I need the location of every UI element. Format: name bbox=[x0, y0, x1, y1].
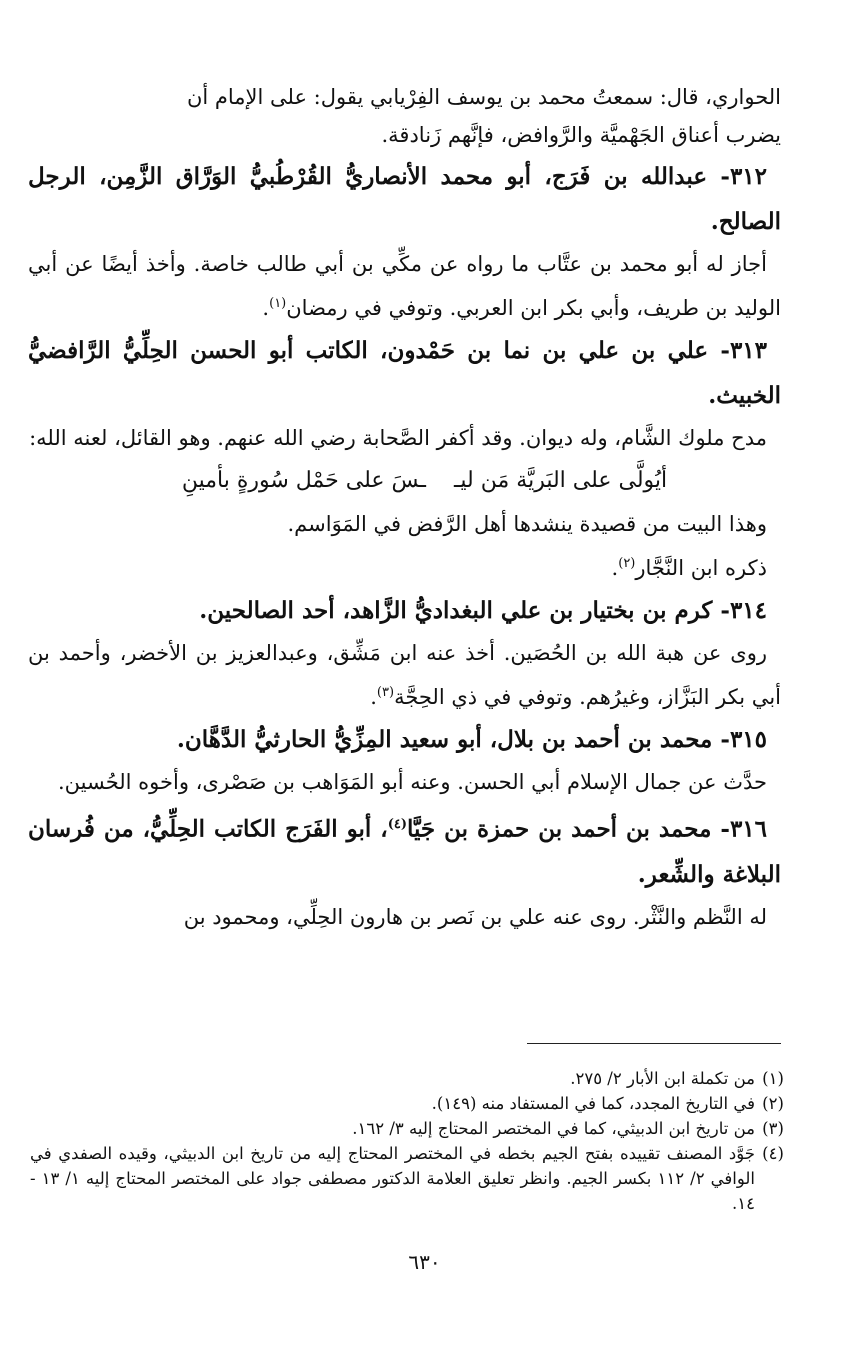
entry-heading: ٣١٤- كرم بن بختيار بن علي البغداديُّ الزَّاهد، أحد الصالحين. bbox=[199, 597, 767, 624]
entry-heading: ٣١٢- عبدالله بن فَرَج، أبو محمد الأنصاريُّ القُرْطُبيُّ الوَرَّاق الزَّمِن، الرجل الصالح. bbox=[28, 163, 781, 235]
footnote-number: (٢) bbox=[762, 1094, 784, 1113]
footnote-text: من تاريخ ابن الدبيثي، كما في المختصر المحتاج إليه ٣/ ١٦٢. bbox=[352, 1119, 755, 1138]
footnote bbox=[30, 1141, 791, 1216]
footnote-ref: (٢) bbox=[618, 556, 636, 571]
entry-heading: ٣١٦- محمد بن أحمد بن حمزة بن جَيَّا$^{(٤)}$، أبو الفَرَج الكاتب الحِلِّيُّ، من فُرسان البلاغة والشِّعر. bbox=[28, 815, 781, 888]
entry-body: حدَّث عن جمال الإسلام أبي الحسن. وعنه أبو المَوَاهب بن صَصْرى، وأخوه الحُسين. bbox=[57, 770, 767, 794]
footnote-number: (٣) bbox=[762, 1119, 784, 1138]
footnote-divider bbox=[527, 1043, 781, 1044]
entry-body: له النَّظم والنَّثْر. روى عنه علي بن نَصر بن هارون الحِلِّي، ومحمود بن bbox=[183, 904, 767, 929]
footnote-text: من تكملة ابن الأبار ٢/ ٢٧٥. bbox=[570, 1069, 755, 1088]
text-line: يضرب أعناق الجَهْميَّة والرَّوافض، فإنَّهم زَنادقة. bbox=[381, 123, 781, 147]
footnote-ref: (١) bbox=[269, 296, 287, 311]
poem-verse bbox=[28, 460, 781, 502]
verse-hemistich-left: ـسَ على حَمْل سُورةٍ بأمينِ bbox=[181, 468, 426, 493]
citation-line: ذكره ابن النَّجَّار$^{(٢)}$. bbox=[611, 556, 767, 580]
entry-body: أجاز له أبو محمد بن عتَّاب ما رواه عن مكِّي بن أبي طالب خاصة. وأخذ أيضًا عن أبي الوليد بن طريف، وأبي بكر ابن العربي. وتوفي في رمضان$^{(١)}$. bbox=[28, 252, 781, 320]
entry-heading: ٣١٣- علي بن علي بن نما بن حَمْدون، الكاتب أبو الحسن الحِلِّيُّ الرَّافضيُّ الخبيث. bbox=[28, 337, 781, 409]
entry-body: مدح ملوك الشَّام، وله ديوان. وقد أكفر الصَّحابة رضي الله عنهم. وهو القائل، لعنه الله: bbox=[29, 426, 767, 450]
footnote-number: (٤) bbox=[762, 1144, 784, 1163]
page-number: ٦٣٠ bbox=[408, 1250, 441, 1274]
text-line: الحواري، قال: سمعتُ محمد بن يوسف الفِرْيابي يقول: على الإمام أن bbox=[186, 85, 781, 109]
footnote-ref: (٣) bbox=[376, 685, 395, 700]
footnote-text: في التاريخ المجدد، كما في المستفاد منه (١٤٩). bbox=[431, 1094, 755, 1113]
entry-body: روى عن هبة الله بن الحُصَين. أخذ عنه ابن مَشِّق، وعبدالعزيز بن الأخضر، وأحمد بن أبي بكر البَزَّاز، وغيرُهم. وتوفي في ذي الحِجَّة$^{(٣)}$. bbox=[28, 641, 781, 709]
footnote-number: (١) bbox=[762, 1069, 784, 1088]
footnote bbox=[30, 1091, 791, 1116]
footnote bbox=[30, 1066, 791, 1091]
footnote-text: جَوَّد المصنف تقييده بفتح الجيم بخطه في المختصر المحتاج إليه من تاريخ ابن الدبيثي، وقيده الصفدي في الوافي ٢/ ١١٢ بكسر الجيم. وانظر تعليق العلامة الدكتور مصطفى جواد على المختصر المحتاج إليه ١/ ١٣ - ١٤. bbox=[30, 1144, 755, 1213]
footnotes bbox=[30, 1066, 791, 1216]
verse-hemistich-right: أيُولَّى على البَريَّة مَن ليـ bbox=[453, 468, 668, 493]
entry-heading: ٣١٥- محمد بن أحمد بن بلال، أبو سعيد المِزِّيُّ الحارثيُّ الدَّهَّان. bbox=[176, 726, 767, 753]
footnote bbox=[30, 1116, 791, 1141]
footnote-ref: (٤) bbox=[387, 817, 407, 832]
entry-body: وهذا البيت من قصيدة ينشدها أهل الرَّفض في المَوَاسم. bbox=[287, 512, 767, 536]
